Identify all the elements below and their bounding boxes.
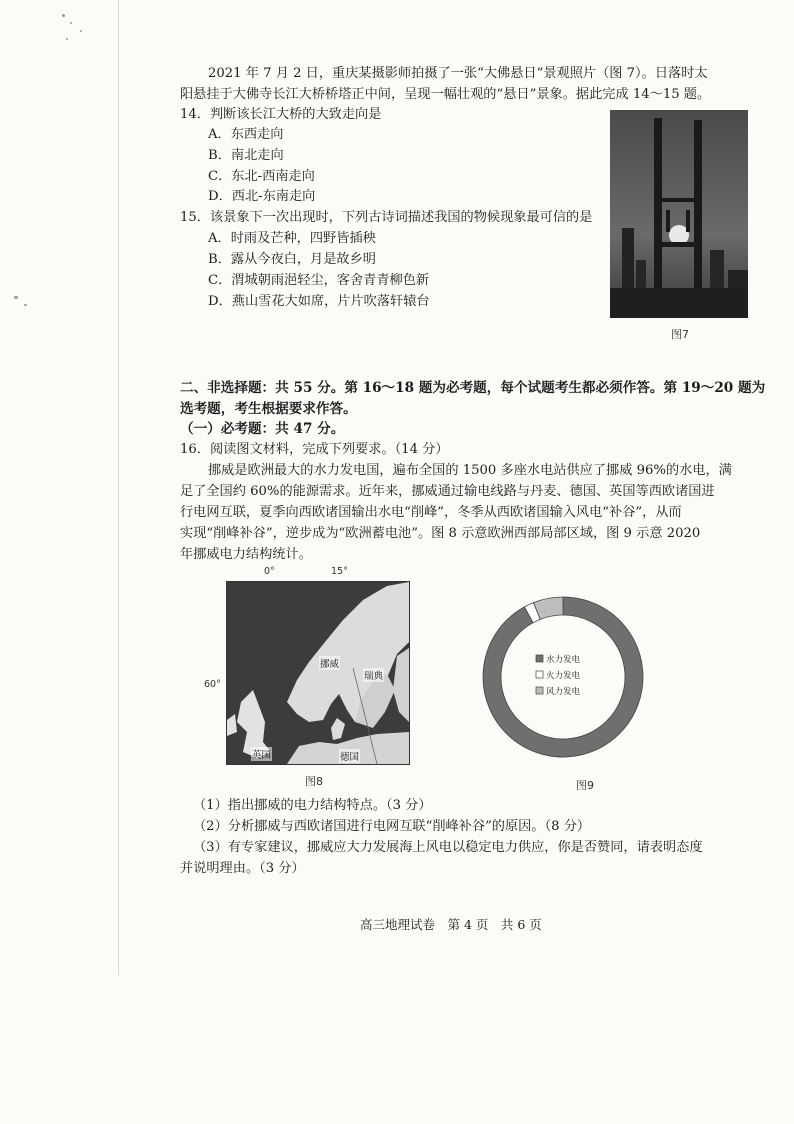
q16-sub-question-3-cont: 并说明理由。（3 分） (180, 861, 305, 876)
map-label-germany: 德国 (339, 749, 360, 763)
q16-sub-question-3: （3）有专家建议，挪威应大力发展海上风电以稳定电力供应，你是否赞同，请表明态度 (193, 840, 703, 855)
map-latitude-60: 60° (204, 679, 221, 690)
figure-7-caption: 图7 (671, 328, 689, 341)
power-structure-donut-chart (478, 592, 648, 762)
map-longitude-15: 15° (331, 566, 348, 577)
map-longitude-0: 0° (264, 566, 275, 577)
question-15: 15．该景象下一次出现时，下列古诗词描述我国的物候现象最可信的是 (180, 210, 593, 225)
page-footer: 高三地理试卷 第 4 页 共 6 页 (360, 917, 542, 932)
q14-option-c: C．东北-西南走向 (208, 169, 315, 184)
bridge-sunset-photo (610, 110, 748, 318)
legend-swatch-1 (536, 671, 543, 678)
legend-label-1: 火力发电 (546, 671, 581, 681)
intro-line-2: 阳悬挂于大佛寺长江大桥桥塔正中间，呈现一幅壮观的“悬日”景象。据此完成 14～15 题。 (180, 87, 711, 102)
q16-sub-question-2: （2）分析挪威与西欧诸国进行电网互联“削峰补谷”的原因。（8 分） (193, 819, 591, 834)
q16-text-line: 实现“削峰补谷”，逆步成为“欧洲蓄电池”。图 8 示意欧洲西部局部区域，图 9 示意 2020 (180, 526, 701, 541)
scan-speck (80, 30, 82, 32)
q16-text-line: 足了全国约 60%的能源需求。近年来，挪威通过输电线路与丹麦、德国、英国等西欧诸国进 (180, 484, 715, 499)
legend-swatch-2 (536, 687, 543, 694)
q14-option-d: D．西北-东南走向 (208, 189, 316, 204)
q16-text-line: 挪威是欧洲最大的水力发电国，遍布全国的 1500 多座水电站供应了挪威 96%的水电，满 (208, 463, 732, 478)
bridge-silhouette-illustration (610, 110, 748, 318)
q15-option-c: C．渭城朝雨浥轻尘，客舍青青柳色新 (208, 273, 430, 288)
map-label-norway: 挪威 (319, 656, 340, 670)
figure-9-caption: 图9 (576, 779, 594, 792)
section-2-heading: 二、非选择题：共 55 分。第 16～18 题为必考题，每个试题考生都必须作答。第 19～20 题为 (180, 380, 766, 396)
scan-speck (70, 22, 72, 24)
subsection-required: （一）必考题：共 47 分。 (180, 421, 345, 437)
legend-swatch-0 (536, 655, 543, 662)
legend-label-0: 水力发电 (546, 655, 581, 665)
q15-option-a: A．时雨及芒种，四野皆插秧 (208, 231, 376, 246)
question-14: 14．判断该长江大桥的大致走向是 (180, 107, 382, 122)
question-16-title: 16．阅读图文材料，完成下列要求。（14 分） (180, 442, 449, 457)
q15-option-d: D．燕山雪花大如席，片片吹落轩辕台 (208, 294, 430, 309)
q15-option-b: B．露从今夜白，月是故乡明 (208, 252, 376, 267)
q14-option-a: A．东西走向 (208, 127, 284, 142)
scan-speck (24, 304, 27, 306)
section-2-heading-cont: 选考题，考生根据要求作答。 (180, 401, 357, 417)
scan-speck (14, 296, 18, 299)
scan-speck (62, 14, 65, 17)
map-label-sweden: 瑞典 (363, 668, 384, 682)
western-europe-map (226, 581, 410, 765)
figure-8-caption: 图8 (305, 775, 323, 788)
scan-edge (118, 0, 119, 975)
map-label-uk: 英国 (251, 747, 272, 761)
legend-label-2: 风力发电 (546, 687, 581, 697)
q14-option-b: B．南北走向 (208, 148, 284, 163)
intro-line-1: 2021 年 7 月 2 日，重庆某摄影师拍摄了一张“大佛悬日”景观照片（图 7）。日落时太 (208, 66, 708, 81)
q16-sub-question-1: （1）指出挪威的电力结构特点。（3 分） (193, 798, 432, 813)
scan-speck (66, 38, 68, 40)
q16-text-line: 年挪威电力结构统计。 (180, 547, 312, 562)
q16-text-line: 行电网互联，夏季向西欧诸国输出水电“削峰”，冬季从西欧诸国输入风电“补谷”，从而 (180, 505, 682, 520)
